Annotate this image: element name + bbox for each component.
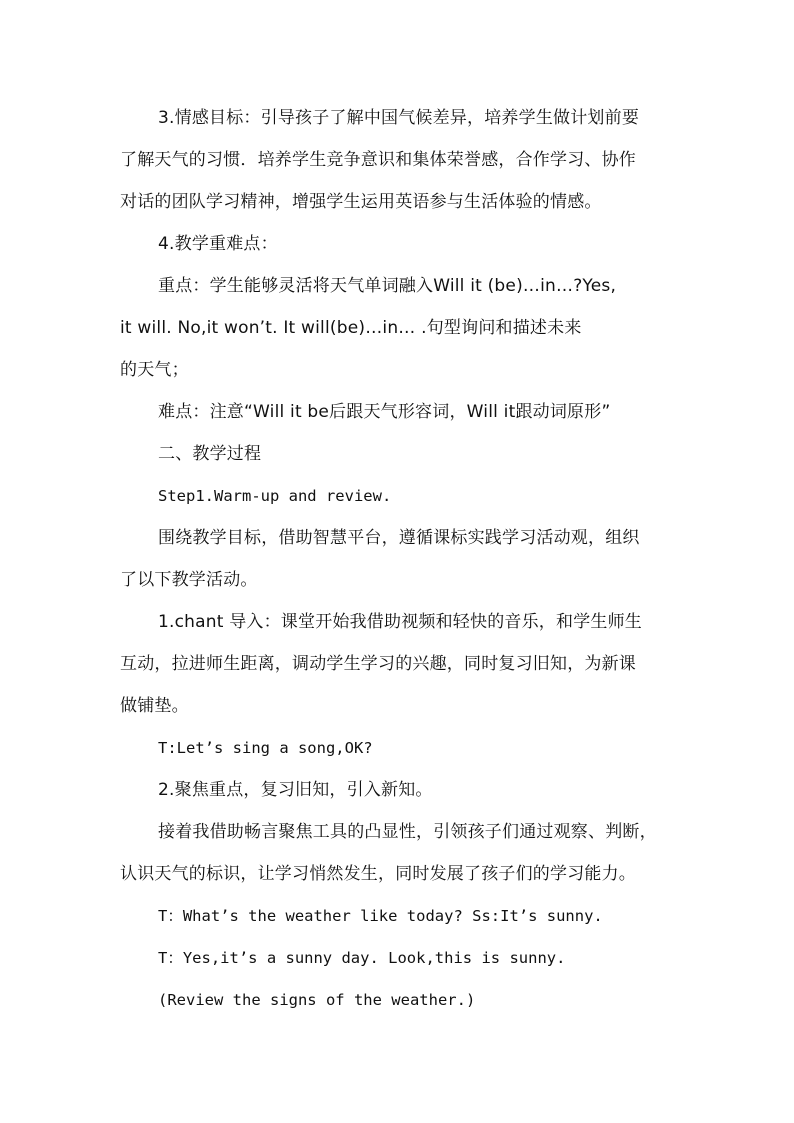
section-heading-teaching-process: 二、教学过程 [158,444,262,464]
dialogue-line-weather-question: T：What’s the weather like today? Ss:It’s sunny. [158,907,603,925]
chant-intro-line-1: 1.chant 导入：课堂开始我借助视频和轻快的音乐，和学生师生 [158,612,643,632]
heading-key-difficult-points: 4.教学重难点： [158,234,278,254]
paragraph-emotional-goal-line-2: 了解天气的习惯．培养学生竞争意识和集体荣誉感，合作学习、协作 [120,150,636,170]
difficult-point-line: 难点：注意“Will it be后跟天气形容词，Will it跟动词原形” [158,402,611,422]
chant-intro-line-3: 做铺垫。 [120,696,189,716]
focus-point-heading: 2.聚焦重点，复习旧知，引入新知。 [158,780,433,800]
review-signs-note: (Review the signs of the weather.) [158,991,476,1009]
activity-intro-line-1: 围绕教学目标，借助智慧平台，遵循课标实践学习活动观，组织 [158,528,640,548]
paragraph-emotional-goal-line-3: 对话的团队学习精神，增强学生运用英语参与生活体验的情感。 [120,192,602,212]
key-point-line-3: 的天气； [120,360,189,380]
dialogue-line-sing-song: T:Let’s sing a song,OK? [158,739,373,757]
focus-paragraph-line-1: 接着我借助畅言聚焦工具的凸显性，引领孩子们通过观察、判断， [158,822,657,842]
key-point-line-1: 重点：学生能够灵活将天气单词融入Will it (be)…in…?Yes, [158,276,617,296]
chant-intro-line-2: 互动，拉进师生距离，调动学生学习的兴趣，同时复习旧知，为新课 [120,654,636,674]
activity-intro-line-2: 了以下教学活动。 [120,570,258,590]
paragraph-emotional-goal-line-1: 3.情感目标：引导孩子了解中国气候差异，培养学生做计划前要 [158,108,640,128]
dialogue-line-sunny-day: T：Yes,it’s a sunny day. Look,this is sunny. [158,949,566,967]
key-point-line-2: it will. No,it won’t. It will(be)…in… .句型询问和描述未来 [120,318,582,338]
focus-paragraph-line-2: 认识天气的标识，让学习悄然发生，同时发展了孩子们的学习能力。 [120,864,636,884]
step1-heading: Step1.Warm-up and review. [158,487,392,505]
